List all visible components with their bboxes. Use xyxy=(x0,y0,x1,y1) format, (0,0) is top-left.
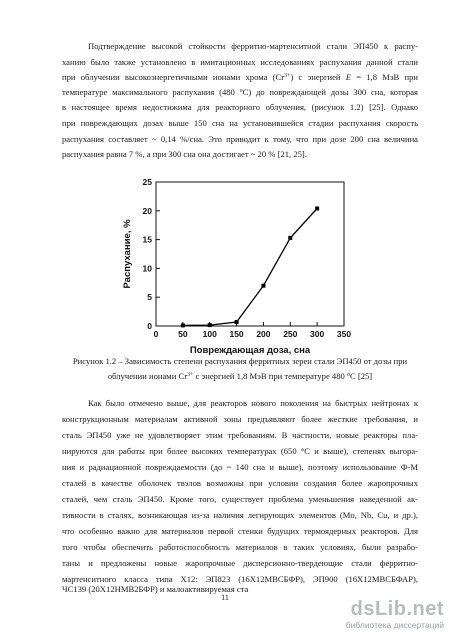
text-line: таны и предложены новые жаропрочные дисперсионно-твердеющие стали ферритно- xyxy=(62,558,418,568)
y-axis-label: Распухание, % xyxy=(122,219,133,289)
y-tick-label: 20 xyxy=(142,205,152,216)
text-line: того чтобы обеспечить работоспособность материалов в таких условиях, были разрабо- xyxy=(62,542,418,552)
y-tick-label: 15 xyxy=(142,234,152,245)
data-point xyxy=(315,206,319,210)
series-line xyxy=(183,209,317,326)
y-tick-label: 5 xyxy=(147,292,152,303)
caption-line: Рисунок 1.2 – Зависимость степени распухания ферритных зерен стали ЭП450 от дозы при xyxy=(72,356,408,366)
text-line: нируются для работы при более высоких температурах (650 °С и выше), степенях выгора- xyxy=(62,446,418,456)
y-tick-label: 25 xyxy=(142,177,152,187)
text-line: конструкционным материалам активной зоны предъявляют более жесткие требования, и xyxy=(62,414,418,424)
text-line: что особенно важно для материалов первой стенки будущих термоядерных реакторов. Для xyxy=(62,526,418,536)
text-line: тивности в сталях, возникающая из-за наличия легирующих элементов (Mo, Nb, Cu, и др.), xyxy=(62,510,418,520)
text-line: ханию было также установлено в имитационных исследованиях распухания данной стали xyxy=(62,57,418,67)
y-tick-label: 10 xyxy=(142,263,152,274)
x-tick-label: 0 xyxy=(153,329,159,339)
x-tick-label: 50 xyxy=(178,329,188,339)
x-tick-label: 150 xyxy=(229,329,244,339)
x-tick-label: 250 xyxy=(283,329,298,339)
text-line: сталей, чем сталь ЭП450. Кроме того, существует проблема уменьшения наведенной ак- xyxy=(62,494,418,504)
text-line: сталь ЭП450 уже не удовлетворяет этим требованиям. В частности, новые реакторы пла- xyxy=(62,430,418,440)
data-point xyxy=(261,284,265,288)
text-line: Как было отмечено выше, для реакторов нового поколения на быстрых нейтронах к xyxy=(88,398,418,408)
watermark xyxy=(314,598,444,634)
text-line: распухания равна 7 %, а при 300 сна она достигает ~ 20 % [21, 25]. xyxy=(62,149,307,159)
x-tick-label: 100 xyxy=(202,329,217,339)
page-number: 11 xyxy=(221,593,229,602)
text-line: ния и радиационной повреждаемости (до ~ 140 сна и выше), поэтому использование Ф-М xyxy=(62,462,418,472)
x-tick-label: 200 xyxy=(256,329,271,339)
data-point xyxy=(181,323,185,327)
text-line: Подтверждение высокой стойкости ферритно-мартенситной стали ЭП450 к распу- xyxy=(88,41,418,51)
x-tick-label: 350 xyxy=(336,329,352,339)
text-line: температуре максимального распухания (480 $^о$С) до повреждающей дозы 300 сна, которая xyxy=(62,87,418,97)
text-line: при повреждающих дозах выше 150 сна на установившейся стадии распухания скорость xyxy=(62,118,418,128)
x-axis-label: Повреждающая доза, сна xyxy=(189,345,311,356)
text-line: в настоящее время недостижима для реакторного облучения, (рисунок 1.2) [25]. Однако xyxy=(62,102,418,112)
text-line: сталей в качестве оболочек твэлов возможны при условии создания более жаропрочных xyxy=(62,478,418,488)
data-point xyxy=(208,323,212,327)
swelling-chart xyxy=(118,174,358,356)
chart-ticks xyxy=(143,177,352,339)
watermark-logo: dsLib.net xyxy=(350,598,444,620)
text-line: мартенситного класса типа Х12: ЭП823 (16Х12МВСБФР), ЭП900 (16Х12МВСБФАР), xyxy=(62,574,418,584)
caption-line: облучении ионами $Cr^{3+}$ с энергией 1,8 МэВ при температуре 480 $^о$С [25] xyxy=(107,371,373,381)
y-tick-label: 0 xyxy=(147,321,152,331)
text-line: распухания составляет ~ 0,14 %/сна. Это приводит к тому, что при дозе 200 сна величина xyxy=(62,134,418,144)
x-tick-label: 300 xyxy=(310,329,325,339)
data-point xyxy=(235,320,239,324)
text-line: ЧС139 (20Х12НМВ2БФР) и малоактивируемая ста xyxy=(62,584,249,594)
data-point xyxy=(288,236,292,240)
watermark-subtitle: библиотека диссертаций xyxy=(345,620,444,630)
text-line: при облучении высокоэнергетичными ионами хрома $(Cr^{3+})$ с энергией E = 1,8 МэВ при xyxy=(62,72,418,82)
chart-series xyxy=(181,206,319,327)
